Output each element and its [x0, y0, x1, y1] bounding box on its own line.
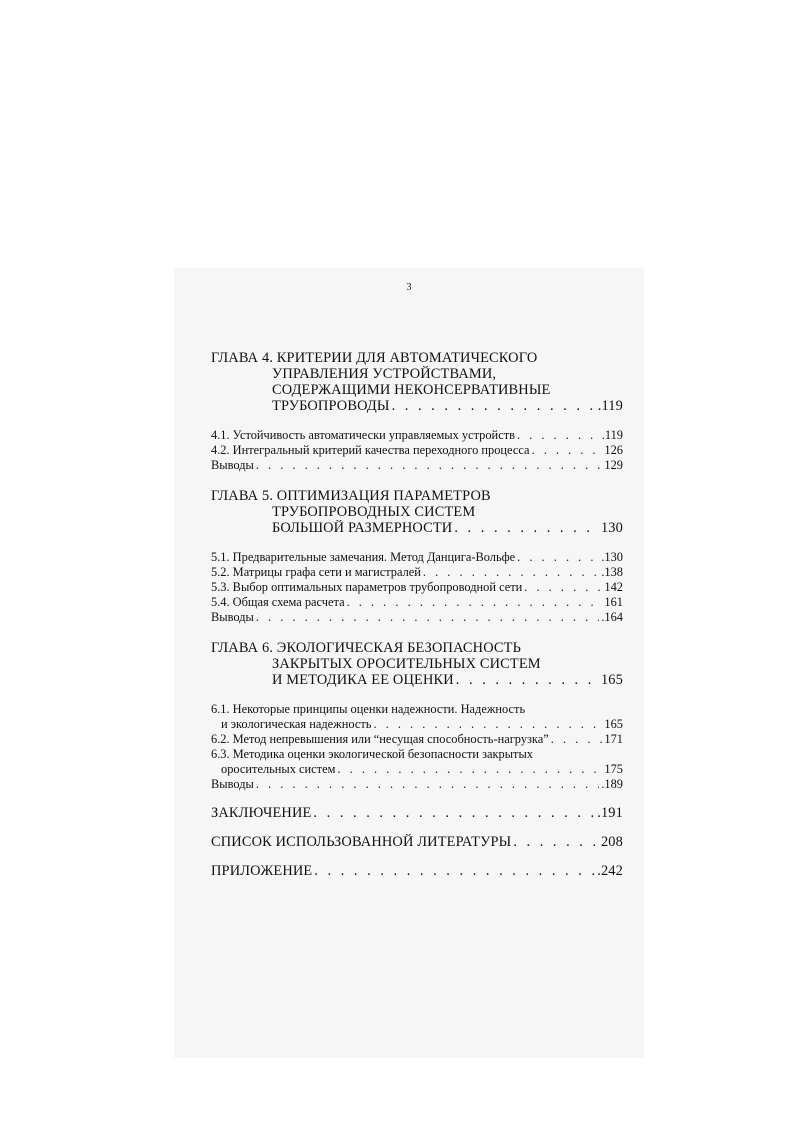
dot-leader	[256, 458, 603, 473]
conclusions-entry	[211, 610, 623, 625]
section-title: 5.4. Общая схема расчета	[211, 595, 345, 609]
chapter-title-line: СОДЕРЖАЩИМИ НЕКОНСЕРВАТИВНЫЕ	[272, 382, 551, 398]
chapter-page-number: 130	[600, 520, 623, 536]
section-entry	[211, 443, 623, 458]
entry-page-number: 208	[600, 834, 623, 850]
entry-title: ЗАКЛЮЧЕНИЕ	[211, 805, 312, 821]
section-page-number: 142	[604, 580, 623, 594]
dot-leader	[373, 717, 602, 732]
table-of-contents	[211, 350, 623, 879]
dot-leader	[256, 610, 599, 625]
section-title: 5.3. Выбор оптимальных параметров трубопроводной сети	[211, 580, 523, 594]
section-entry	[211, 565, 623, 580]
dot-leader	[423, 565, 599, 580]
section-title: Выводы	[211, 610, 254, 624]
section-title: оросительных систем	[221, 762, 336, 776]
chapter-6-heading	[211, 640, 623, 688]
section-title: 6.1. Некоторые принципы оценки надежности. Надежность	[211, 702, 526, 716]
dot-leader	[517, 550, 599, 565]
section-page-number: 171	[604, 732, 623, 746]
dot-leader	[347, 595, 603, 610]
section-title: 5.2. Матрицы графа сети и магистралей	[211, 565, 421, 579]
chapter-title-line: УПРАВЛЕНИЯ УСТРОЙСТВАМИ,	[272, 366, 497, 382]
appendix-entry	[211, 863, 623, 879]
dot-leader	[314, 863, 595, 879]
section-page-number: .130	[601, 550, 623, 564]
section-title: 5.1. Предварительные замечания. Метод Данцига-Вольфе	[211, 550, 516, 564]
section-page-number: 175	[604, 762, 623, 776]
page-number: 3	[406, 282, 412, 293]
section-page-number: 126	[604, 443, 623, 457]
chapter-title-line: ГЛАВА 6. ЭКОЛОГИЧЕСКАЯ БЕЗОПАСНОСТЬ	[211, 640, 522, 656]
conclusions-entry	[211, 777, 623, 792]
section-title: 6.3. Методика оценки экологической безопасности закрытых	[211, 747, 533, 761]
dot-leader	[392, 398, 596, 414]
section-page-number: .119	[601, 428, 623, 442]
dot-leader	[532, 443, 603, 458]
section-title: 6.2. Метод непревышения или “несущая способность-нагрузка”	[211, 732, 549, 746]
section-entry	[211, 732, 623, 747]
chapter-title-line: ГЛАВА 5. ОПТИМИЗАЦИЯ ПАРАМЕТРОВ	[211, 488, 491, 504]
entry-title: ПРИЛОЖЕНИЕ	[211, 863, 313, 879]
section-title: 4.2. Интегральный критерий качества переходного процесса	[211, 443, 530, 457]
chapter-5-heading	[211, 488, 623, 536]
section-title: 4.1. Устойчивость автоматически управляемых устройств	[211, 428, 515, 442]
chapter-title-line: И МЕТОДИКА ЕЕ ОЦЕНКИ	[272, 672, 454, 688]
conclusion-entry	[211, 805, 623, 821]
section-page-number: 161	[604, 595, 623, 609]
dot-leader	[517, 428, 600, 443]
entry-page-number: .191	[597, 805, 623, 821]
section-page-number: 165	[604, 717, 623, 731]
section-entry	[211, 702, 623, 732]
dot-leader	[456, 672, 599, 688]
section-page-number: .189	[601, 777, 623, 791]
dot-leader	[313, 805, 595, 821]
chapter-title-line: ГЛАВА 4. КРИТЕРИИ ДЛЯ АВТОМАТИЧЕСКОГО	[211, 350, 538, 366]
dot-leader	[513, 834, 599, 850]
dot-leader	[256, 777, 599, 792]
chapter-title-line: БОЛЬШОЙ РАЗМЕРНОСТИ	[272, 520, 453, 536]
entry-title: СПИСОК ИСПОЛЬЗОВАННОЙ ЛИТЕРАТУРЫ	[211, 834, 512, 850]
section-entry	[211, 550, 623, 565]
section-entry	[211, 747, 623, 777]
dot-leader	[524, 580, 602, 595]
references-entry	[211, 834, 623, 850]
dot-leader	[454, 520, 599, 536]
section-page-number: .164	[601, 610, 623, 624]
section-entry	[211, 580, 623, 595]
dot-leader	[337, 762, 602, 777]
section-page-number: 129	[604, 458, 623, 472]
entry-page-number: .242	[597, 863, 623, 879]
section-entry	[211, 595, 623, 610]
section-title: и экологическая надежность	[221, 717, 372, 731]
chapter-page-number: 165	[600, 672, 623, 688]
section-entry	[211, 428, 623, 443]
chapter-title-line: ТРУБОПРОВОДНЫХ СИСТЕМ	[272, 504, 476, 520]
dot-leader	[551, 732, 603, 747]
section-title: Выводы	[211, 458, 254, 472]
chapter-page-number: .119	[597, 398, 623, 414]
chapter-title-line: ТРУБОПРОВОДЫ	[272, 398, 390, 414]
conclusions-entry	[211, 458, 623, 473]
document-page	[174, 268, 644, 1058]
section-title: Выводы	[211, 777, 254, 791]
section-page-number: .138	[601, 565, 623, 579]
chapter-4-heading	[211, 350, 623, 414]
chapter-title-line: ЗАКРЫТЫХ ОРОСИТЕЛЬНЫХ СИСТЕМ	[272, 656, 541, 672]
